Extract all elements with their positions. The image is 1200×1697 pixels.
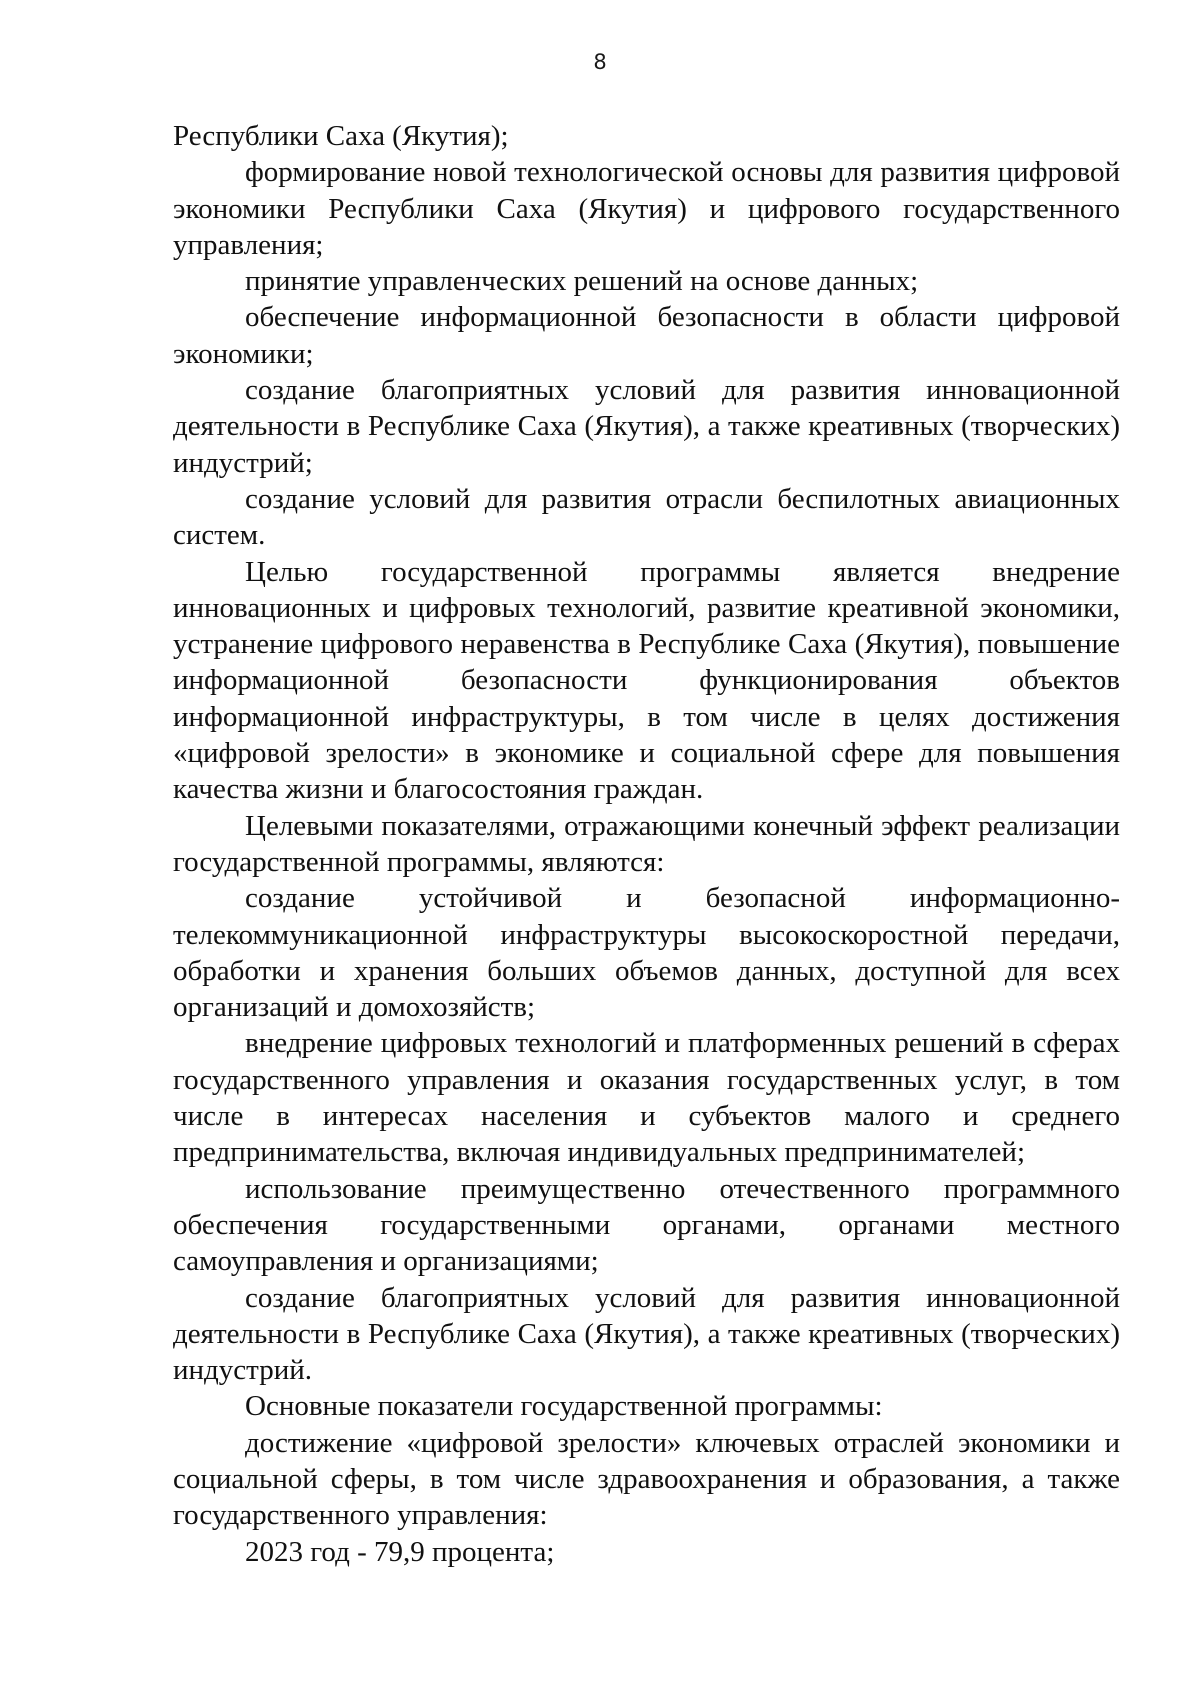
paragraph: 2023 год - 79,9 процента; — [245, 1535, 555, 1568]
paragraph: Целевыми показателями, отражающими конечный эффект реализации государственной программы, являются: — [173, 809, 1120, 878]
paragraph: формирование новой технологической основы для развития цифровой экономики Республики Саха (Якутия) и цифрового государственного управления; — [173, 156, 1120, 261]
paragraph: создание устойчивой и безопасной информационно-телекоммуникационной инфраструктуры высокоскоростной передачи, обработки и хранения больших объемов данных, доступной для всех организаций и домохозяйств; — [173, 882, 1120, 1024]
paragraph: Целью государственной программы является внедрение инновационных и цифровых технологий, развитие креативной экономики, устранение цифрового неравенства в Республике Саха (Якутия), повышение информационной безопасности функционирования объектов информационной инфраструктуры, в том числе в целях достижения «цифровой зрелости» в экономике и социальной сфере для повышения качества жизни и благосостояния граждан. — [173, 555, 1120, 806]
paragraph: создание благоприятных условий для развития инновационной деятельности в Республике Саха (Якутия), а также креативных (творческих) индустрий; — [173, 374, 1120, 479]
document-body — [173, 118, 1120, 1570]
paragraph: внедрение цифровых технологий и платформенных решений в сферах государственного управления и оказания государственных услуг, в том числе в интересах населения и субъектов малого и среднего предпринимательства, включая индивидуальных предпринимателей; — [173, 1027, 1120, 1169]
paragraph: создание благоприятных условий для развития инновационной деятельности в Республике Саха (Якутия), а также креативных (творческих) индустрий. — [173, 1281, 1120, 1387]
page-number: 8 — [593, 50, 607, 74]
paragraph: Республики Саха (Якутия); — [173, 120, 509, 152]
paragraph: Основные показатели государственной программы: — [245, 1390, 883, 1423]
paragraph: создание условий для развития отрасли беспилотных авиационных систем. — [173, 482, 1120, 552]
paragraph: обеспечение информационной безопасности в области цифровой экономики; — [173, 301, 1120, 370]
paragraph: использование преимущественно отечественного программного обеспечения государственными органами, органами местного самоуправления и организациями; — [173, 1172, 1120, 1278]
paragraph: достижение «цифровой зрелости» ключевых отраслей экономики и социальной сферы, в том числе здравоохранения и образования, а также государственного управления: — [173, 1426, 1120, 1532]
paragraph: принятие управленческих решений на основе данных; — [245, 265, 919, 298]
